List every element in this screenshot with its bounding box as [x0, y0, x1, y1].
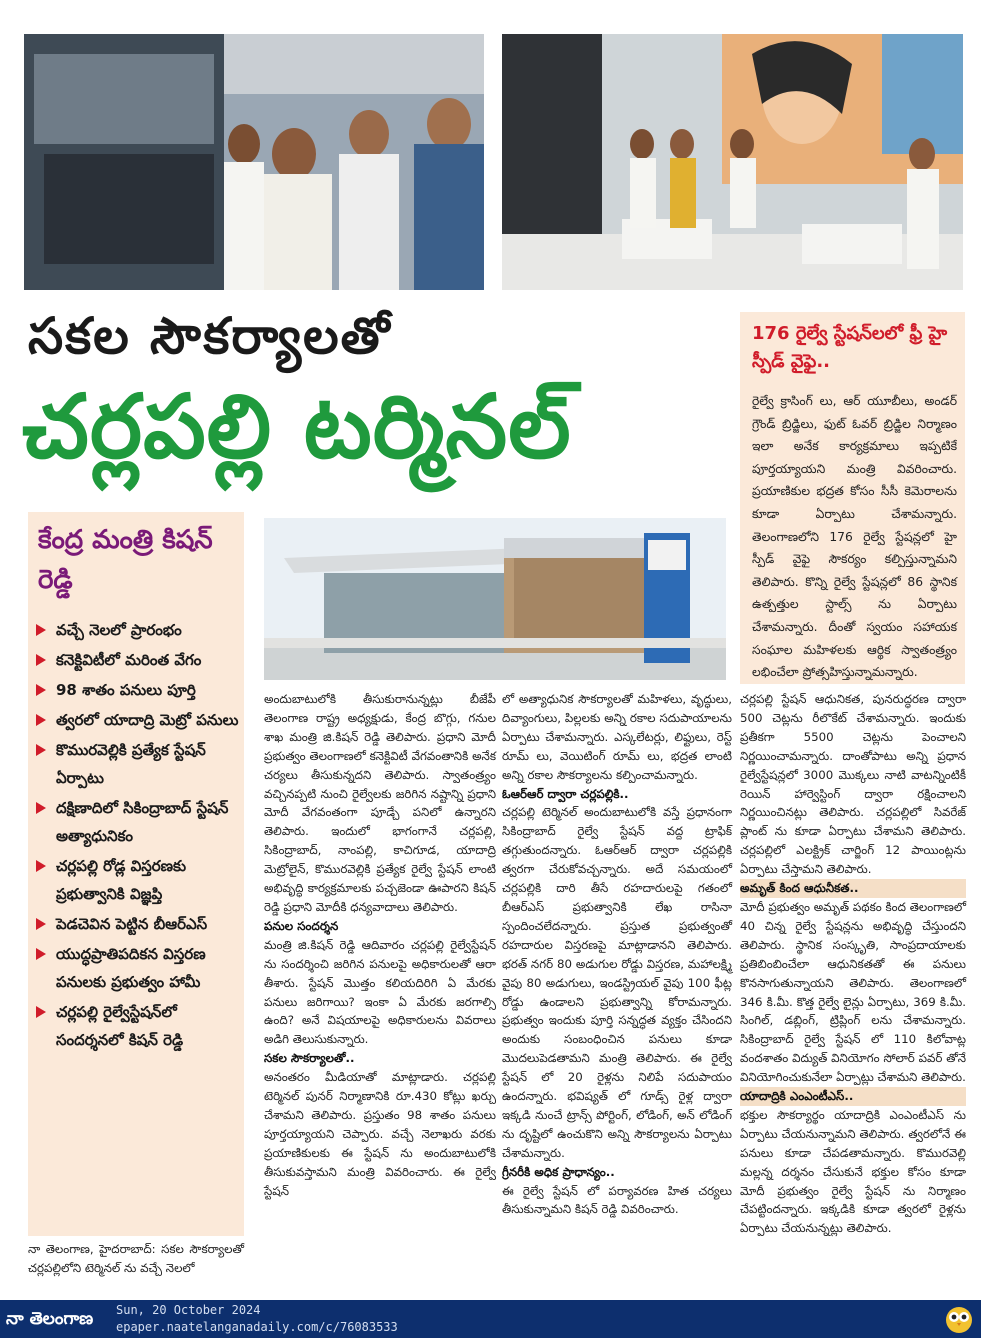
paragraph: లో అత్యాధునిక సౌకర్యాలతో మహిళలు, వృద్ధులు, దివ్యాంగులు, పిల్లలకు అన్ని రకాల సదుపాయాలను ఏర్పాటు చేశామన్నారు. ఎస్కలేటర్లు, లిఫ్టులు, రెస్ట్ రూమ్ లు, వెయిటింగ్ రూమ్ లు, భద్రత లాంటి అన్ని రకాల సౌకర్యాలను కల్పించామన్నారు. [502, 692, 732, 782]
paragraph: అనంతరం మీడియాతో మాట్లాడారు. చర్లపల్లి టెర్మినల్ పునర్ నిర్మాణానికి రూ.430 కోట్లు ఖర్చు చేశామని తెలిపారు. ప్రస్తుతం 98 శాతం పనులు పూర్తయ్యాయని చెప్పారు. వచ్చే నెలాఖరు వరకు ప్రయాణికులకు ఈ స్టేషన్ ను అందుబాటులోకి తీసుకువస్తామని మంత్రి వివరించారు. ఈ రైల్వే స్టేషన్ [264, 1070, 496, 1198]
newspaper-logo: నా తెలంగాణ [6, 1309, 94, 1329]
paragraph: ఈ రైల్వే స్టేషన్ లో పర్యావరణ హిత చర్యలు తీసుకున్నామని కిషన్ రెడ్డి వివరించారు. [502, 1183, 732, 1217]
edition-date: Sun, 20 October 2024 [116, 1303, 261, 1317]
list-item: దక్షిణాదిలో సికింద్రాబాద్ స్టేషన్ అత్యాధునికం [36, 794, 240, 850]
terminal-building-photo [264, 518, 726, 680]
subheading: యాదాద్రికి ఎంఎంటీఎస్.. [740, 1087, 966, 1106]
subheading: ఓఆర్ఆర్ ద్వారా చర్లపల్లికి.. [502, 786, 629, 801]
article-column-3 [502, 690, 732, 1219]
list-item: వచ్చే నెలలో ప్రారంభం [36, 616, 240, 644]
sidebar-text: రైల్వే క్రాసింగ్ లు, ఆర్ యూబీలు, అండర్ గ్రౌండ్ బ్రిడ్జిలు, ఫుట్ ఓవర్ బ్రిడ్జిల నిర్మాణం ఇలా అనేక కార్యక్రమాలు ఇప్పటికే పూర్తయ్యాయని మంత్రి వివరించారు. ప్రయాణికుల భద్రత కోసం సీసీ కెమెరాలను కూడా ఏర్పాటు చేశామన్నారు. తెలంగాణలోని 176 రైల్వే స్టేషన్లలో హై స్పీడ్ వైఫై సౌకర్యం కల్పిస్తున్నామని తెలిపారు. కొన్ని రైల్వే స్టేషన్లలో 86 స్థానిక ఉత్పత్తుల స్టాల్స్ ను ఏర్పాటు చేశామన్నారు. దీంతో స్వయం సహాయక సంఘాల మహిళలకు ఆర్థిక స్వాతంత్ర్యం లభించేలా ప్రోత్సహిస్తున్నామన్నారు. [752, 394, 957, 680]
paragraph: అందుబాటులోకి తీసుకురానున్నట్లు బీజేపీ తెలంగాణ రాష్ట్ర అధ్యక్షుడు, కేంద్ర బొగ్గు, గనుల శాఖ మంత్రి జి.కిషన్ రెడ్డి తెలిపారు. ప్రధాని మోదీ ప్రభుత్వం తెలంగాణలో కనెక్టివిటీ వేగవంతానికి అనేక చర్యలు తీసుకున్నదని తెలిపారు. స్వాతంత్ర్యం వచ్చినప్పటి నుంచి రైల్వేలకు జరిగిన నష్టాన్ని ప్రధాని మోదీ వేగవంతంగా పూడ్చే పనిలో ఉన్నారని తెలిపారు. ఇందులో భాగంగానే చర్లపల్లి, సికింద్రాబాద్, నాంపల్లి, కాచిగూడ, యాదాద్రి మెట్రోలైన్, కొమురవెల్లికి ప్రత్యేక రైల్వే స్టేషన్ లాంటి అభివృద్ధి కార్యక్రమాలకు పచ్చజెండా ఊపారని కిషన్ రెడ్డి ప్రధాని మోదీకి ధన్యవాదాలు తెలిపారు. [264, 692, 496, 914]
subheading: సకల సౌకర్యాలతో.. [264, 1051, 355, 1066]
bullet-triangle-icon [36, 654, 46, 666]
panel-title: కేంద్ర మంత్రి కిషన్ రెడ్డి [38, 525, 213, 595]
paragraph: చర్లపల్లి టెర్మినల్ అందుబాటులోకి వస్తే ప్రధానంగా సికింద్రాబాద్ రైల్వే స్టేషన్ వద్ద ట్రాఫిక్ తగ్గుతుందన్నారు. ఓఆర్ఆర్ ద్వారా చర్లపల్లికి త్వరగా చేరుకోవచ్చన్నారు. అదే సమయంలో చర్లపల్లికి దారి తీసే రహదారులపై గతంలో బీఆర్ఎస్ ప్రభుత్వానికి లేఖ రాసినా స్పందించలేదన్నారు. ప్రస్తుత ప్రభుత్వంతో రహదారుల విస్తరణపై మాట్లాడానని తెలిపారు. భరత్ నగర్ 80 అడుగుల రోడ్డు విస్తరణ, మహాలక్ష్మి వైపు 80 అడుగులు, ఇండస్ట్రియల్ వైపు 100 ఫీట్ల రోడ్డు ఉండాలని ప్రభుత్వాన్ని కోరామన్నారు. ప్రభుత్వం ఇందుకు పూర్తి సన్నద్ధత వ్యక్తం చేసిందని అందుకు సంబంధించిన పనులు కూడా మొదలుపెడతామని మంత్రి తెలిపారు. ఈ రైల్వే స్టేషన్ లో 20 రైళ్లను నిలిపే సదుపాయం ఉందన్నారు. భవిష్యత్ లో గూడ్స్ రైళ్ల ద్వారా ఇక్కడి నుంచే ట్రాన్స్ పోర్టింగ్, లోడింగ్, అన్ లోడింగ్ ను దృష్టిలో ఉంచుకొని అన్ని సౌకర్యాలను ఏర్పాటు చేశామన్నారు. [502, 805, 732, 1160]
subheading: గ్రీనరీకి అధిక ప్రాధాన్యం.. [502, 1164, 615, 1179]
footer-bar [0, 1300, 981, 1338]
paragraph: చర్లపల్లి స్టేషన్ ఆధునికత, పునరుద్ధరణ ద్వారా 500 చెట్లను రీలొకేట్ చేశామన్నారు. ఇందుకు ప్రతీకగా 5500 చెట్లను పెంచాలని నిర్ణయించామన్నారు. దాంతోపాటు అన్ని ప్రధాన రైల్వేస్టేషన్లలో 3000 మొక్కలు నాటి వాటన్నింటికీ రెయిన్ హార్వెస్టింగ్ ద్వారా రక్షించాలని నిర్ణయించినట్లు తెలిపారు. చర్లపల్లిలో సివరేజ్ ప్లాంట్ ను కూడా ఏర్పాటు చేశామని తెలిపారు. చర్లపల్లిలో ఎలక్ట్రిక్ చార్జింగ్ 12 పాయింట్లను ఏర్పాటు చేస్తామని తెలిపారు. [740, 692, 966, 877]
bullet-triangle-icon [36, 684, 46, 696]
edition-url[interactable]: epaper.naatelanganadaily.com/c/76083533 [116, 1320, 398, 1334]
bullet-triangle-icon [36, 948, 46, 960]
list-item: యుద్ధప్రాతిపదికన విస్తరణ పనులకు ప్రభుత్వం హామీ [36, 940, 240, 996]
list-item: కనెక్టివిటీలో మరింత వేగం [36, 646, 240, 674]
bullet-triangle-icon [36, 918, 46, 930]
list-item: చర్లపల్లి రైల్వేస్టేషన్‌లో సందర్శనలో కిషన్ రెడ్డి [36, 998, 240, 1054]
bullet-triangle-icon [36, 744, 46, 756]
minister-visit-photo [24, 34, 484, 290]
list-item: పెడచెవిన పెట్టిన బీఆర్ఎస్ [36, 910, 240, 938]
article-column-4 [740, 690, 966, 1238]
bullet-triangle-icon [36, 714, 46, 726]
highlights-list [36, 616, 240, 1056]
dateline: నా తెలంగాణ, హైదరాబాద్: సకల సౌకర్యాలతో చర్లపల్లిలోని టెర్మినల్ ను వచ్చే నెలలో [28, 1242, 244, 1275]
list-item: త్వరలో యాదాద్రి మెట్రో పనులు [36, 706, 240, 734]
bullet-triangle-icon [36, 860, 46, 872]
bullet-triangle-icon [36, 802, 46, 814]
list-item: 98 శాతం పనులు పూర్తి [36, 676, 240, 704]
wifi-sidebar-box [740, 312, 965, 684]
subheading: అమృత్ కింద ఆధునీకత.. [740, 879, 966, 898]
subheading: పనుల సందర్శన [264, 918, 339, 933]
paragraph: మంత్రి జి.కిషన్ రెడ్డి ఆదివారం చర్లపల్లి రైల్వేస్టేషన్ ను సందర్శించి జరిగిన పనులపై అధికారులతో ఆరా తీశారు. స్టేషన్ మొత్తం కలియదిరిగి ఏ మేరకు పనులు జరిగాయి? ఇంకా ఏ మేరకు జరగాల్సి ఉంది? అనే విషయాలపై అధికారులను వివరాలు అడిగి తెలుసుకున్నారు. [264, 937, 496, 1047]
paragraph: మోదీ ప్రభుత్వం అమృత్ పథకం కింద తెలంగాణలో 40 చిన్న రైల్వే స్టేషన్లను అభివృద్ధి చేస్తుందని తెలిపారు. స్థానిక సంస్కృతి, సాంప్రదాయాలకు ప్రతిబింబించేలా ఆధునికతతో ఈ పనులు కొనసాగుతున్నాయని తెలిపారు. తెలంగాణలో 346 కి.మీ. కొత్త రైల్వే లైన్లు ఏర్పాటు, 369 కి.మీ. సింగిల్, డబ్లింగ్, ట్రిప్లింగ్ లను చేశామన్నారు. సికింద్రాబాద్ రైల్వే స్టేషన్ లో 110 కిలోవాట్ల వందశాతం విద్యుత్ వినియోగం సోలార్ పవర్ తోనే వినియోగించుకునేలా ఏర్పాట్లు చేశామని తెలిపారు. [740, 899, 966, 1085]
minister-highlights-panel [28, 512, 244, 1236]
headline-line-1: సకల సౌకర్యాలతో [28, 307, 392, 365]
list-item: కొమురవెల్లికి ప్రత్యేక స్టేషన్ ఏర్పాటు [36, 736, 240, 792]
bullet-triangle-icon [36, 624, 46, 636]
headline-line-2: చర్లపల్లి టర్మినల్ [22, 375, 572, 478]
owl-icon [944, 1304, 974, 1334]
waiting-hall-photo [502, 34, 963, 290]
article-column-2 [264, 690, 496, 1200]
list-item: చర్లపల్లి రోడ్ల విస్తరణకు ప్రభుత్వానికి విజ్ఞప్తి [36, 852, 240, 908]
sidebar-title: 176 రైల్వే స్టేషన్‌లలో ఫ్రీ హై స్పీడ్ వైఫై.. [752, 323, 948, 372]
paragraph: భక్తుల సౌకర్యార్థం యాదాద్రికి ఎంఎంటీఎస్ ను ఏర్పాటు చేయనున్నామని తెలిపారు. త్వరలోనే ఈ పనులు కూడా చేపడతామన్నారు. కొమురవెల్లి మల్లన్న దర్శనం చేసుకునే భక్తుల కోసం కూడా మోదీ ప్రభుత్వం రైల్వే స్టేషన్ ను నిర్మాణం చేపట్టిందన్నారు. ఇక్కడికి కూడా త్వరలో రైళ్లను ఏర్పాటు చేయనున్నట్లు తెలిపారు. [740, 1107, 966, 1236]
bullet-triangle-icon [36, 1006, 46, 1018]
